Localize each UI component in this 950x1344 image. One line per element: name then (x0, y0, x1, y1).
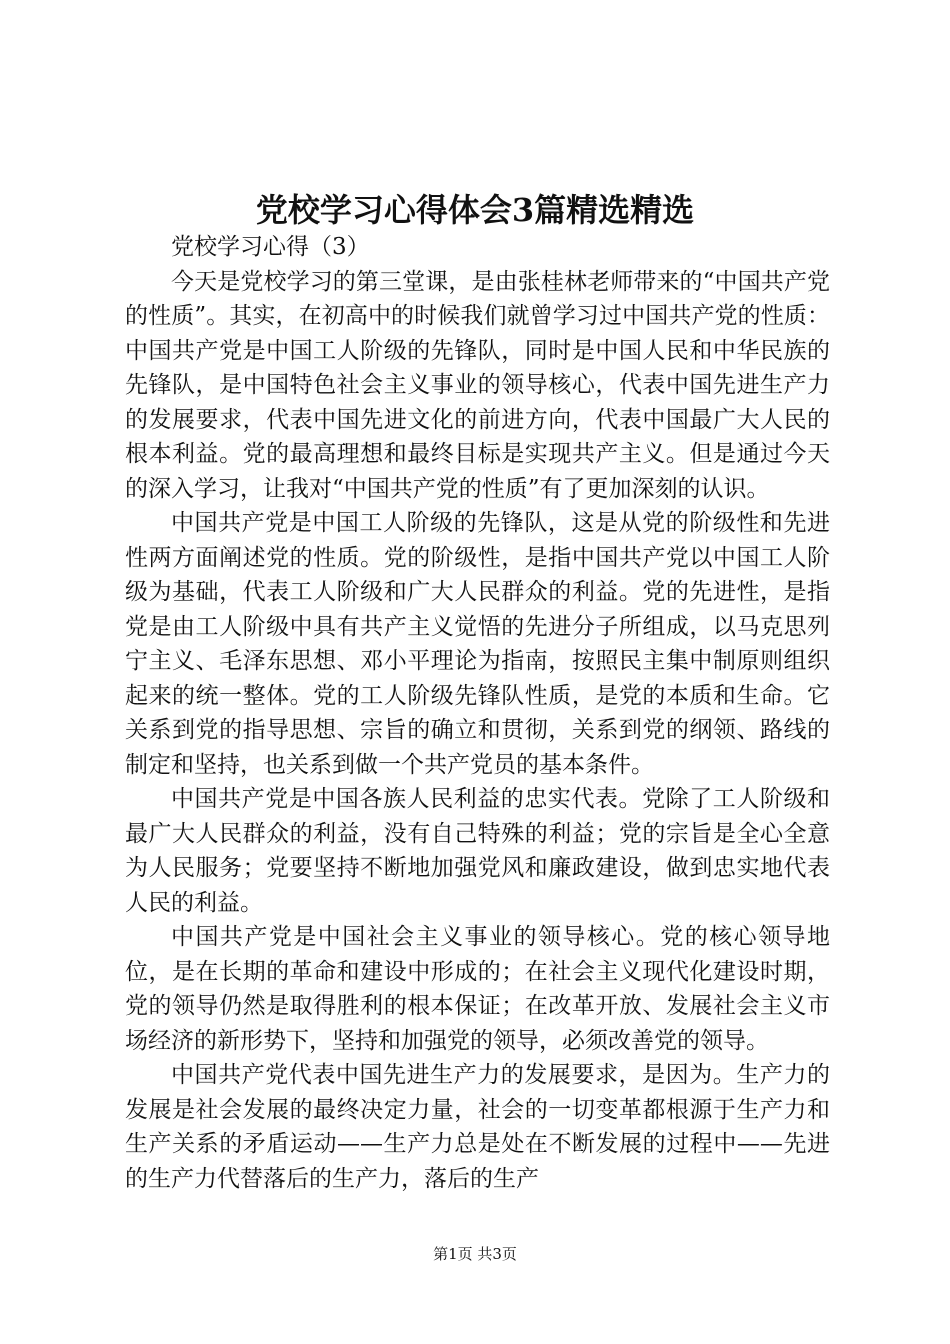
document-body (125, 230, 830, 1196)
paragraph: 今天是党校学习的第三堂课，是由张桂林老师带来的“中国共产党的性质”。其实，在初高中的时候我们就曾学习过中国共产党的性质：中国共产党是中国工人阶级的先锋队，同时是中国人民和中华民族的先锋队，是中国特色社会主义事业的领导核心，代表中国先进生产力的发展要求，代表中国先进文化的前进方向，代表中国最广大人民的根本利益。党的最高理想和最终目标是实现共产主义。但是通过今天的深入学习，让我对“中国共产党的性质”有了更加深刻的认识。 (125, 268, 830, 502)
paragraph: 中国共产党代表中国先进生产力的发展要求，是因为。生产力的发展是社会发展的最终决定力量，社会的一切变革都根源于生产力和生产关系的矛盾运动——生产力总是处在不断发展的过程中——先进的生产力代替落后的生产力，落后的生产 (125, 1062, 830, 1192)
section-heading: 党校学习心得（3） (171, 234, 370, 260)
paragraph: 中国共产党是中国社会主义事业的领导核心。党的核心领导地位，是在长期的革命和建设中形成的；在社会主义现代化建设时期，党的领导仍然是取得胜利的根本保证；在改革开放、发展社会主义市场经济的新形势下，坚持和加强党的领导，必须改善党的领导。 (125, 924, 830, 1054)
document-title: 党校学习心得体会3篇精选精选 (255, 191, 695, 229)
page-number-footer: 第1页 共3页 (433, 1245, 517, 1263)
paragraph: 中国共产党是中国工人阶级的先锋队，这是从党的阶级性和先进性两方面阐述党的性质。党的阶级性，是指中国共产党以中国工人阶级为基础，代表工人阶级和广大人民群众的利益。党的先进性，是指党是由工人阶级中具有共产主义觉悟的先进分子所组成，以马克思列宁主义、毛泽东思想、邓小平理论为指南，按照民主集中制原则组织起来的统一整体。党的工人阶级先锋队性质，是党的本质和生命。它关系到党的指导思想、宗旨的确立和贯彻，关系到党的纲领、路线的制定和坚持，也关系到做一个共产党员的基本条件。 (125, 510, 830, 778)
paragraph: 中国共产党是中国各族人民利益的忠实代表。党除了工人阶级和最广大人民群众的利益，没有自己特殊的利益；党的宗旨是全心全意为人民服务；党要坚持不断地加强党风和廉政建设，做到忠实地代表人民的利益。 (125, 786, 830, 916)
